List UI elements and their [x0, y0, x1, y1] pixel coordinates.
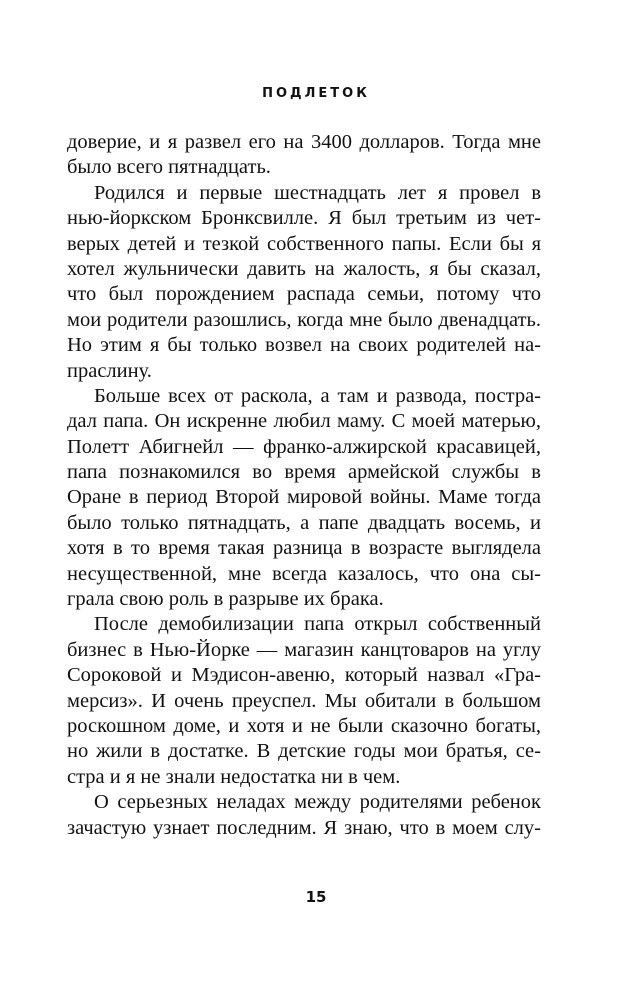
page-number: 15 [305, 888, 327, 906]
text-line: Родился и первые шестнадцать лет я провел в [94, 181, 541, 204]
text-line: грала свою роль в разрыве их брака. [67, 588, 384, 611]
text-line: После демобилизации папа открыл собственный [94, 613, 541, 636]
text-line: Но этим я бы только возвел на своих родителей на- [67, 334, 541, 357]
text-line: бизнес в Нью-Йорке — магазин канцтоваров на углу [67, 638, 541, 661]
body-text [67, 130, 541, 841]
text-line: Оране в период Второй мировой войны. Маме тогда [67, 486, 541, 509]
text-line: стра и я не знали недостатка ни в чем. [67, 765, 401, 788]
text-line: хотел жульнически давить на жалость, я бы сказал, [67, 257, 541, 280]
text-line: роскошном доме, и хотя и не были сказочно богаты, [67, 714, 541, 737]
text-line: Больше всех от раскола, а там и развода, постра- [94, 384, 541, 407]
text-line: мерсиз». И очень преуспел. Мы обитали в большом [67, 689, 541, 712]
text-line: было всего пятнадцать. [67, 156, 271, 179]
text-line: что был порождением распада семьи, потому что [67, 283, 541, 306]
text-line: но жили в достатке. В детские годы мои братья, се- [67, 740, 541, 763]
text-line: Полетт Абигнейл — франко-алжирской красавицей, [67, 435, 541, 458]
text-line: папа познакомился во время армейской службы в [67, 461, 541, 484]
text-line: нью-йоркском Бронксвилле. Я был третьим из чет- [67, 207, 541, 230]
text-line: хотя в то время такая разница в возрасте выглядела [67, 537, 541, 560]
text-line: Сороковой и Мэдисон-авеню, который назвал «Гра- [67, 664, 541, 687]
running-head: ПОДЛЕТОК [262, 86, 370, 101]
text-line: было только пятнадцать, а папе двадцать восемь, и [67, 511, 541, 534]
text-line: праслину. [67, 359, 152, 382]
text-line: зачастую узнает последним. Я знаю, что в моем слу- [67, 816, 541, 839]
text-line: верых детей и тезкой собственного папы. Если бы я [67, 232, 541, 255]
text-line: дал папа. Он искренне любил маму. С моей матерью, [67, 410, 541, 433]
text-line: доверие, и я развел его на 3400 долларов. Тогда мне [67, 131, 541, 153]
text-line: О серьезных неладах между родителями ребенок [94, 791, 541, 814]
text-line: несущественной, мне всегда казалось, что она сы- [67, 562, 541, 585]
text-line: мои родители разошлись, когда мне было двенадцать. [67, 308, 541, 331]
